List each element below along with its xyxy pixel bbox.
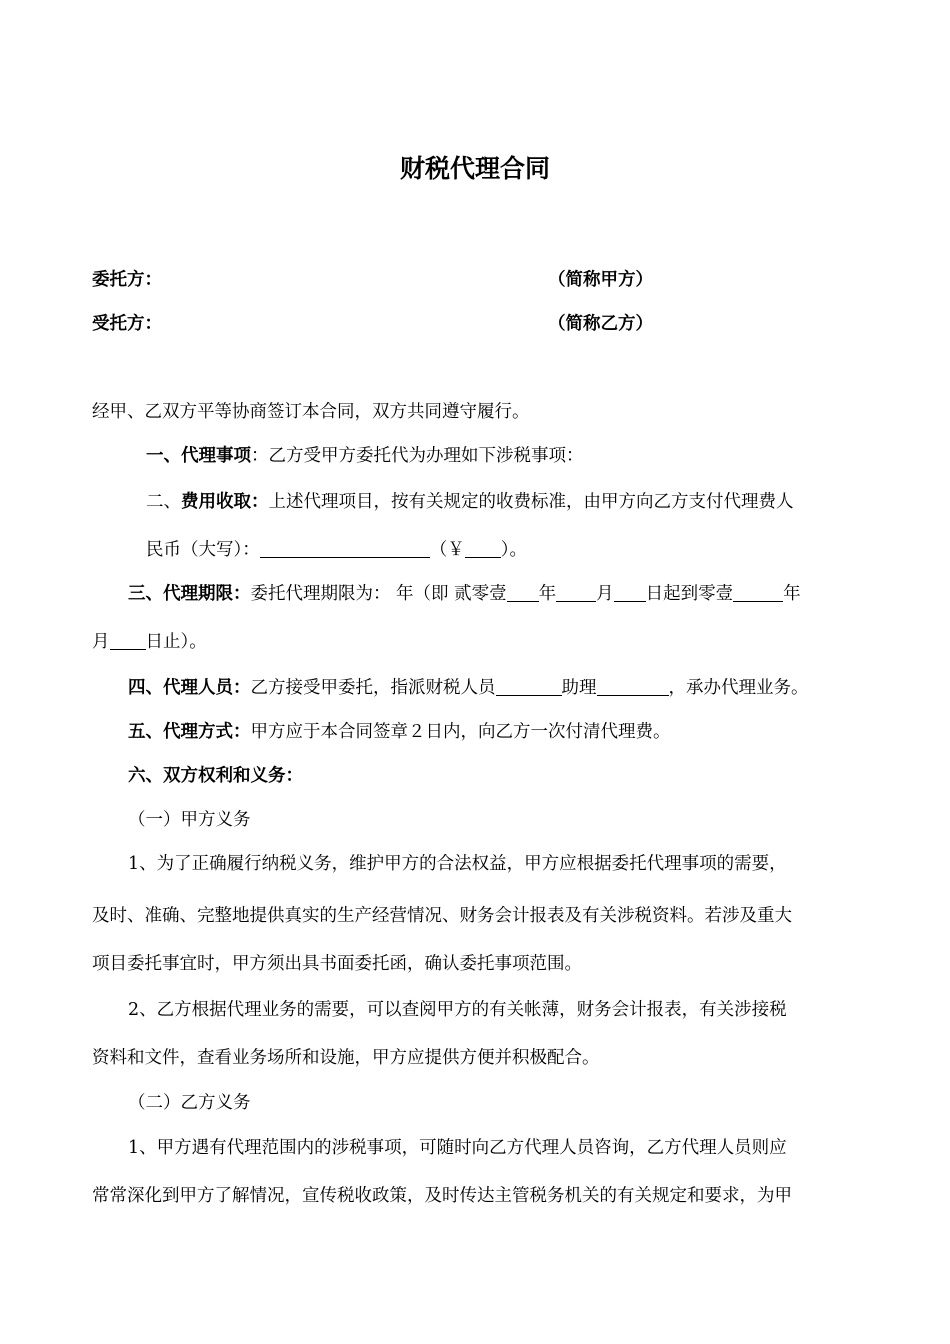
section-1-heading: 一、代理事项 — [146, 446, 251, 466]
section-3 — [128, 582, 801, 606]
section-5-heading: 五、代理方式： — [128, 722, 251, 742]
fee-yuan-label: （￥ — [429, 540, 465, 560]
start-month-label: 月 — [596, 584, 614, 604]
end-day-blank[interactable] — [110, 631, 146, 650]
section-2-fee-line — [146, 538, 527, 562]
para-1-line-2: 及时、准确、完整地提供真实的生产经营情况、财务会计报表及有关涉税资料。若涉及重大 — [92, 906, 792, 926]
assistant-label: 助理 — [561, 678, 597, 698]
section-5 — [128, 720, 671, 744]
section-3-heading: 三、代理期限： — [128, 584, 251, 604]
section-5-body: 甲方应于本合同签章２日内，向乙方一次付清代理费。 — [250, 722, 671, 742]
end-day-label: 日止）。 — [145, 632, 207, 652]
start-month-blank[interactable] — [556, 583, 596, 602]
start-year-label: 年 — [538, 584, 557, 604]
fee-capital-blank[interactable] — [260, 539, 430, 558]
subsection-client-obligations: （一）甲方义务 — [128, 810, 251, 830]
para-1-line-3: 项目委托事宜时，甲方须出具书面委托函，确认委托事项范围。 — [92, 954, 582, 974]
fee-capital-label: 民币（大写）： — [146, 540, 260, 560]
section-1 — [146, 444, 584, 468]
section-2-number: 二、 — [146, 492, 181, 512]
start-day-blank[interactable] — [614, 583, 646, 602]
start-year-blank[interactable] — [507, 583, 539, 602]
section-2 — [146, 490, 794, 514]
section-4-heading: 四、代理人员： — [128, 678, 251, 698]
para-2-line-1: 2、乙方根据代理业务的需要，可以查阅甲方的有关帐薄，财务会计报表，有关涉接税 — [128, 1000, 787, 1020]
intro-paragraph: 经甲、乙双方平等协商签订本合同，双方共同遵守履行。 — [92, 402, 530, 422]
section-1-body: ：乙方受甲方委托代为办理如下涉税事项： — [251, 446, 584, 466]
client-label: 委托方： — [92, 270, 162, 290]
section-4-body: 乙方接受甲委托，指派财税人员 — [250, 678, 496, 698]
end-month-label: 月 — [92, 632, 110, 652]
end-year-label: 年 — [783, 584, 801, 604]
client-abbr: （简称甲方） — [548, 270, 653, 290]
assistant-blank[interactable] — [597, 677, 669, 696]
end-prefix: 日起到零壹 — [645, 584, 734, 604]
staff-blank[interactable] — [496, 677, 562, 696]
agent-label: 受托方： — [92, 314, 162, 334]
subsection-agent-obligations: （二）乙方义务 — [128, 1093, 251, 1113]
agent-abbr: （简称乙方） — [548, 314, 653, 334]
section-6-heading: 六、双方权利和义务： — [128, 766, 303, 786]
section-4 — [128, 676, 809, 700]
section-4-tail: ，承办代理业务。 — [668, 678, 809, 698]
end-year-blank[interactable] — [733, 583, 783, 602]
para-3-line-2: 常常深化到甲方了解情况，宣传税收政策，及时传达主管税务机关的有关规定和要求，为甲 — [92, 1186, 792, 1206]
document-title: 财税代理合同 — [399, 154, 550, 183]
fee-close: ）。 — [500, 540, 527, 560]
para-1-line-1: 1、为了正确履行纳税义务，维护甲方的合法权益，甲方应根据委托代理事项的需要， — [128, 854, 787, 874]
section-3-body: 委托代理期限为： 年（即 贰零壹 — [250, 584, 507, 604]
section-3-line-2 — [92, 630, 207, 654]
section-2-body: 上述代理项目，按有关规定的收费标准，由甲方向乙方支付代理费人 — [268, 492, 794, 512]
fee-amount-blank[interactable] — [465, 539, 501, 558]
section-2-heading: 费用收取： — [181, 492, 269, 512]
para-2-line-2: 资料和文件，查看业务场所和设施，甲方应提供方便并积极配合。 — [92, 1048, 600, 1068]
para-3-line-1: 1、甲方遇有代理范围内的涉税事项，可随时向乙方代理人员咨询，乙方代理人员则应 — [128, 1138, 787, 1158]
